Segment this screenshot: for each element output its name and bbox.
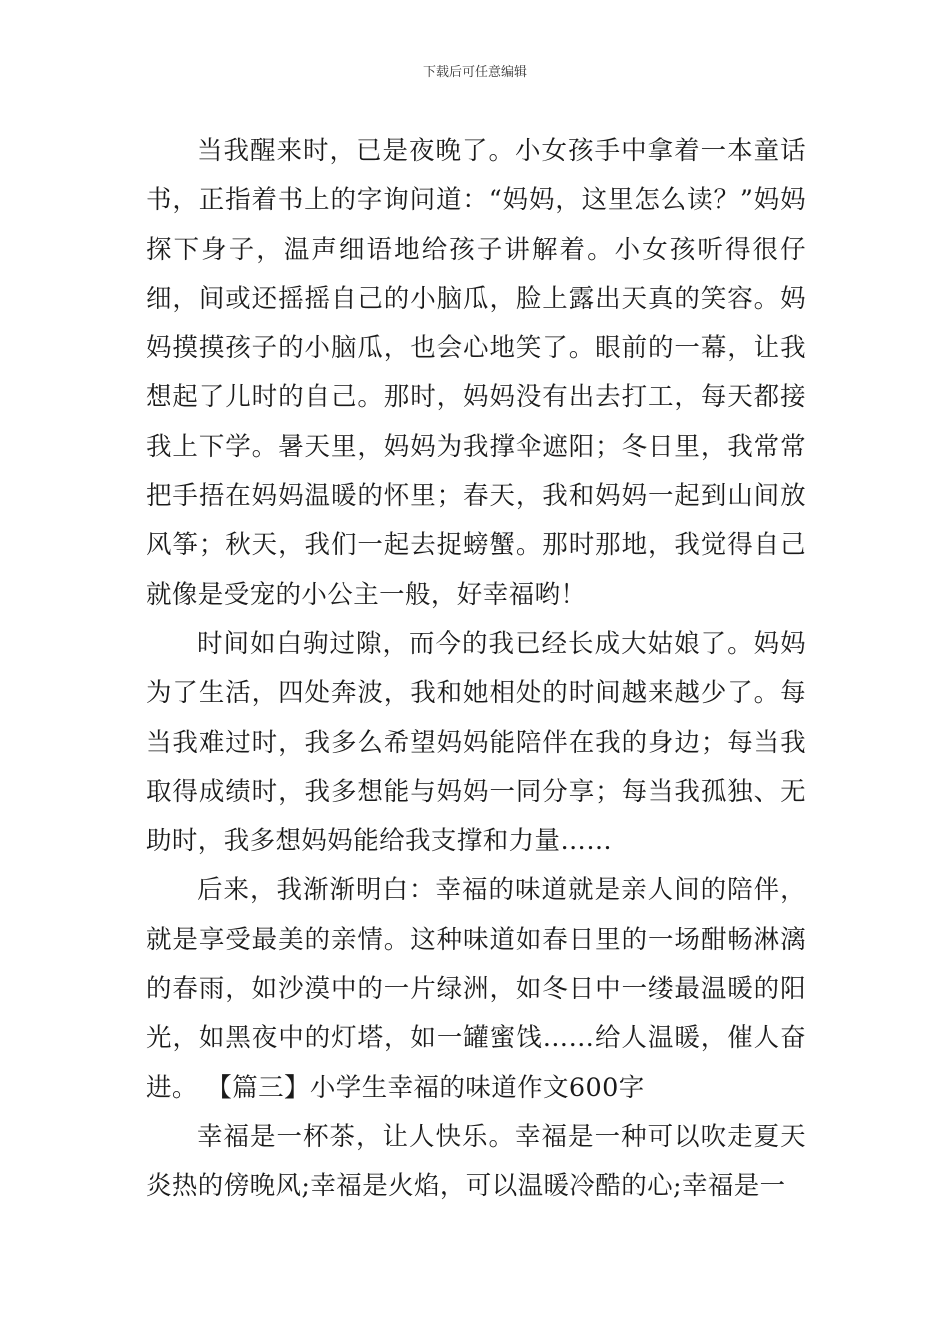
paragraph-growing-up: 时间如白驹过隙，而今的我已经长成大姑娘了。妈妈为了生活，四处奔波，我和她相处的时间越来越少了。每当我难过时，我多么希望妈妈能陪伴在我的身边；每当我取得成绩时，我多想能与妈妈一同分享；每当我孤独、无助时，我多想妈妈能给我支撑和力量…… [146,628,806,857]
paragraph-happiness-tea: 幸福是一杯茶，让人快乐。幸福是一种可以吹走夏天炎热的傍晚风;幸福是火焰，可以温暖冷酷的心;幸福是一 [146,1121,806,1202]
article-body [146,127,806,1212]
paragraph-childhood-memory: 当我醒来时，已是夜晚了。小女孩手中拿着一本童话书，正指着书上的字询问道：“妈妈，这里怎么读？”妈妈探下身子，温声细语地给孩子讲解着。小女孩听得很仔细，间或还摇摇自己的小脑瓜，脸上露出天真的笑容。妈妈摸摸孩子的小脑瓜，也会心地笑了。眼前的一幕，让我想起了儿时的自己。那时，妈妈没有出去打工，每天都接我上下学。暑天里，妈妈为我撑伞遮阳；冬日里，我常常把手捂在妈妈温暖的怀里；春天，我和妈妈一起到山间放风筝；秋天，我们一起去捉螃蟹。那时那地，我觉得自己就像是受宠的小公主一般，好幸福哟！ [146,136,806,610]
paragraph-realization: 后来，我渐渐明白：幸福的味道就是亲人间的陪伴，就是享受最美的亲情。这种味道如春日里的一场酣畅淋漓的春雨，如沙漠中的一片绿洲，如冬日中一缕最温暖的阳光，如黑夜中的灯塔，如一罐蜜饯……给人温暖，催人奋进。 【篇三】小学生幸福的味道作文600字 [146,875,806,1103]
page-header-note: 下载后可任意编辑 [422,65,527,80]
